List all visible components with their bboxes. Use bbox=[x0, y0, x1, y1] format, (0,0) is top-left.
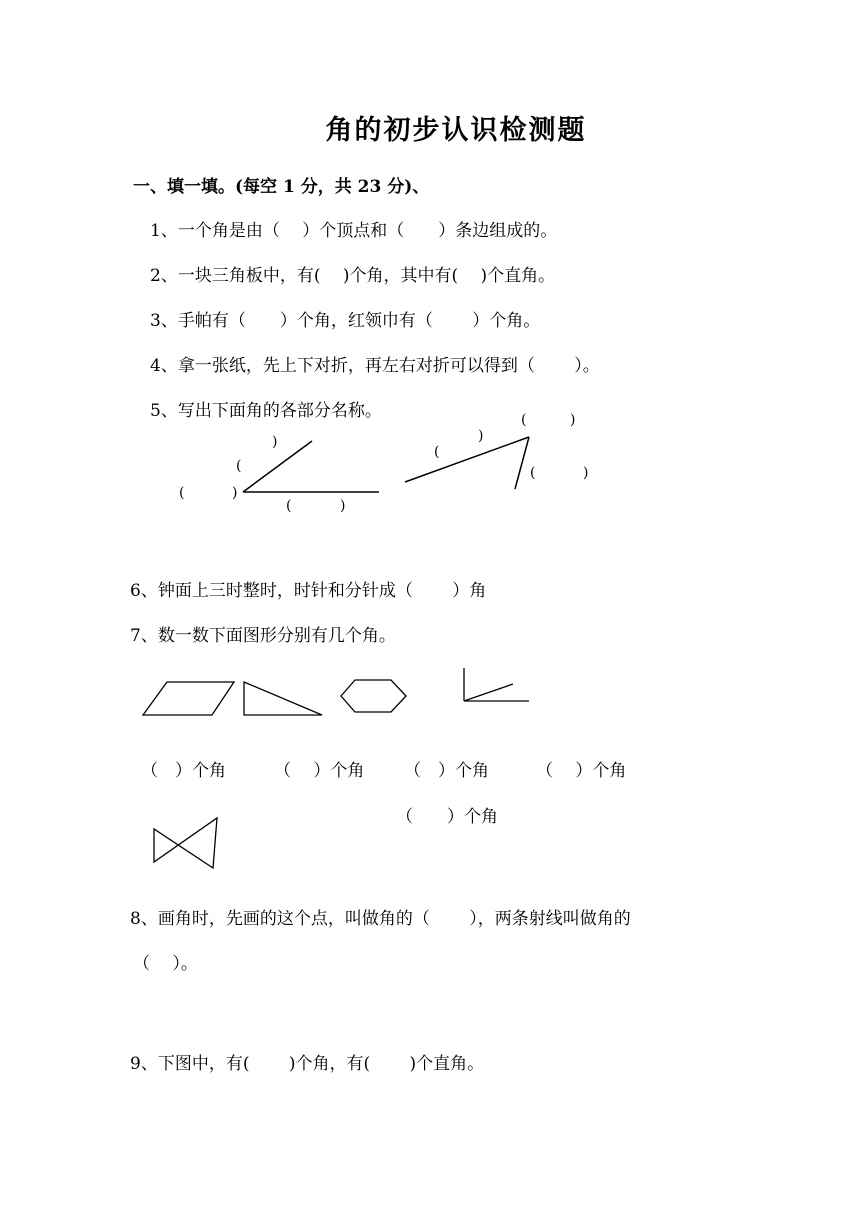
answer-blank-angle: （ ）个角 bbox=[536, 761, 627, 781]
answer-blank-triangle: （ ）个角 bbox=[274, 761, 365, 781]
paren-open: ( bbox=[434, 444, 440, 460]
parallelogram-shape bbox=[143, 682, 234, 715]
paren-close: ) bbox=[272, 434, 278, 450]
paren-open: ( bbox=[286, 498, 292, 514]
paren-close: ) bbox=[478, 428, 484, 444]
question-5: 5、写出下面角的各部分名称。 bbox=[150, 401, 382, 421]
question-9: 9、下图中，有( )个角，有( )个直角。 bbox=[130, 1054, 485, 1074]
paren-close: ) bbox=[570, 412, 576, 428]
angle-figure-1 bbox=[243, 441, 379, 492]
paren-open: ( bbox=[236, 458, 242, 474]
angle-figure-2 bbox=[405, 437, 529, 489]
question-3: 3、手帕有（ ）个角，红领巾有（ ）个角。 bbox=[150, 311, 541, 331]
question-8-line-2: （ ）。 bbox=[133, 954, 198, 974]
question-8-line-1: 8、画角时，先画的这个点，叫做角的（ ），两条射线叫做角的 bbox=[130, 909, 631, 929]
answer-blank-bowtie: （ ）个角 bbox=[396, 807, 498, 827]
answer-blank-hexagon: （ ）个角 bbox=[404, 761, 489, 781]
right-triangle-shape bbox=[244, 682, 322, 715]
paren-close: ) bbox=[340, 498, 346, 514]
paren-close: ) bbox=[232, 485, 238, 501]
section-heading-fill-in: 一、填一填。(每空 1 分，共 23 分)、 bbox=[133, 177, 430, 197]
bowtie-shape bbox=[154, 818, 217, 868]
paren-open: ( bbox=[521, 412, 527, 428]
paren-close: ) bbox=[583, 465, 589, 481]
question-7: 7、数一数下面图形分别有几个角。 bbox=[130, 626, 396, 646]
question-4: 4、拿一张纸，先上下对折，再左右对折可以得到（ ）。 bbox=[150, 356, 600, 376]
question-1: 1、一个角是由（ ）个顶点和（ ）条边组成的。 bbox=[150, 221, 558, 241]
hexagon-shape bbox=[341, 680, 406, 712]
page-title: 角的初步认识检测题 bbox=[325, 115, 587, 146]
two-ray-angle-shape bbox=[464, 668, 529, 701]
question-6: 6、钟面上三时整时，时针和分针成（ ）角 bbox=[130, 581, 487, 601]
paren-open: ( bbox=[179, 485, 185, 501]
answer-blank-parallelogram: （ ）个角 bbox=[141, 761, 226, 781]
question-2: 2、一块三角板中，有( )个角，其中有( )个直角。 bbox=[150, 266, 556, 286]
paren-open: ( bbox=[530, 465, 536, 481]
